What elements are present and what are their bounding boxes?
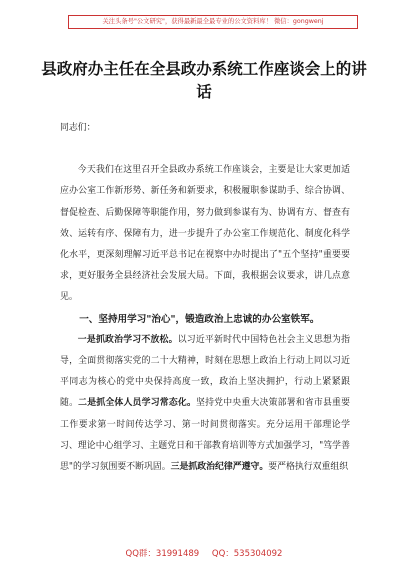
point-2-text: 坚持党中央重大决策部署和省市县重要工作要求第一时间传达学习、第一时间贯彻落实。充分运用干部理论学习、理论中心组学习、主题党日和干部教育培训等方式加强学习，"笃学善思"的学习氛围要不断巩固。 bbox=[60, 398, 351, 473]
document-body bbox=[60, 118, 350, 478]
header-banner: 关注头条号"公文研究"，获得最新最全最专业的公文资料库！ 微信：gongwenj bbox=[68, 15, 358, 29]
point-1-text: 以习近平新时代中国特色社会主义思想为指导，全面贯彻落实党的二十大精神，时刻在思想上政治上行动上同以习近平同志为核心的党中央保持高度一致，政治上坚决拥护，行动上紧紧跟随。 bbox=[60, 334, 351, 409]
footer-qq: QQ：535304092 bbox=[211, 549, 283, 559]
paragraph-intro: 今天我们在这里召开全县政办系统工作座谈会，主要是让大家更加适应办公室工作新形势、新任务和新要求，积极履职参谋助手、综合协调、督促检查、后勤保障等职能作用，努力做到参谋有为、协调有方、督查有效、运转有序、保障有力，进一步提升了办公室工作规范化、制度化科学化水平，更深刻理解习近平总书记在视察中办时提出了"五个坚持"重要要求，更好服务全县经济社会发展大局。下面，我根据会议要求，讲几点意见。 bbox=[60, 165, 350, 303]
paragraph-section-1 bbox=[60, 330, 350, 478]
point-1-lead: 一是抓政治学习不放松。 bbox=[77, 334, 178, 345]
greeting: 同志们： bbox=[60, 123, 96, 133]
footer-contact bbox=[0, 547, 408, 559]
point-3-lead: 三是抓政治纪律严遵守。 bbox=[170, 462, 269, 473]
section-heading-1: 一、坚持用学习"治心"，锻造政治上忠诚的办公室铁军。 bbox=[79, 313, 320, 325]
document-title: 县政府办主任在全县政办系统工作座谈会上的讲话 bbox=[41, 60, 367, 101]
footer-qq-group: QQ群：31991489 bbox=[125, 549, 200, 559]
point-3-text: 要严格执行双重组织 bbox=[268, 462, 349, 473]
point-2-lead: 二是抓全体人员学习常态化。 bbox=[78, 398, 197, 409]
